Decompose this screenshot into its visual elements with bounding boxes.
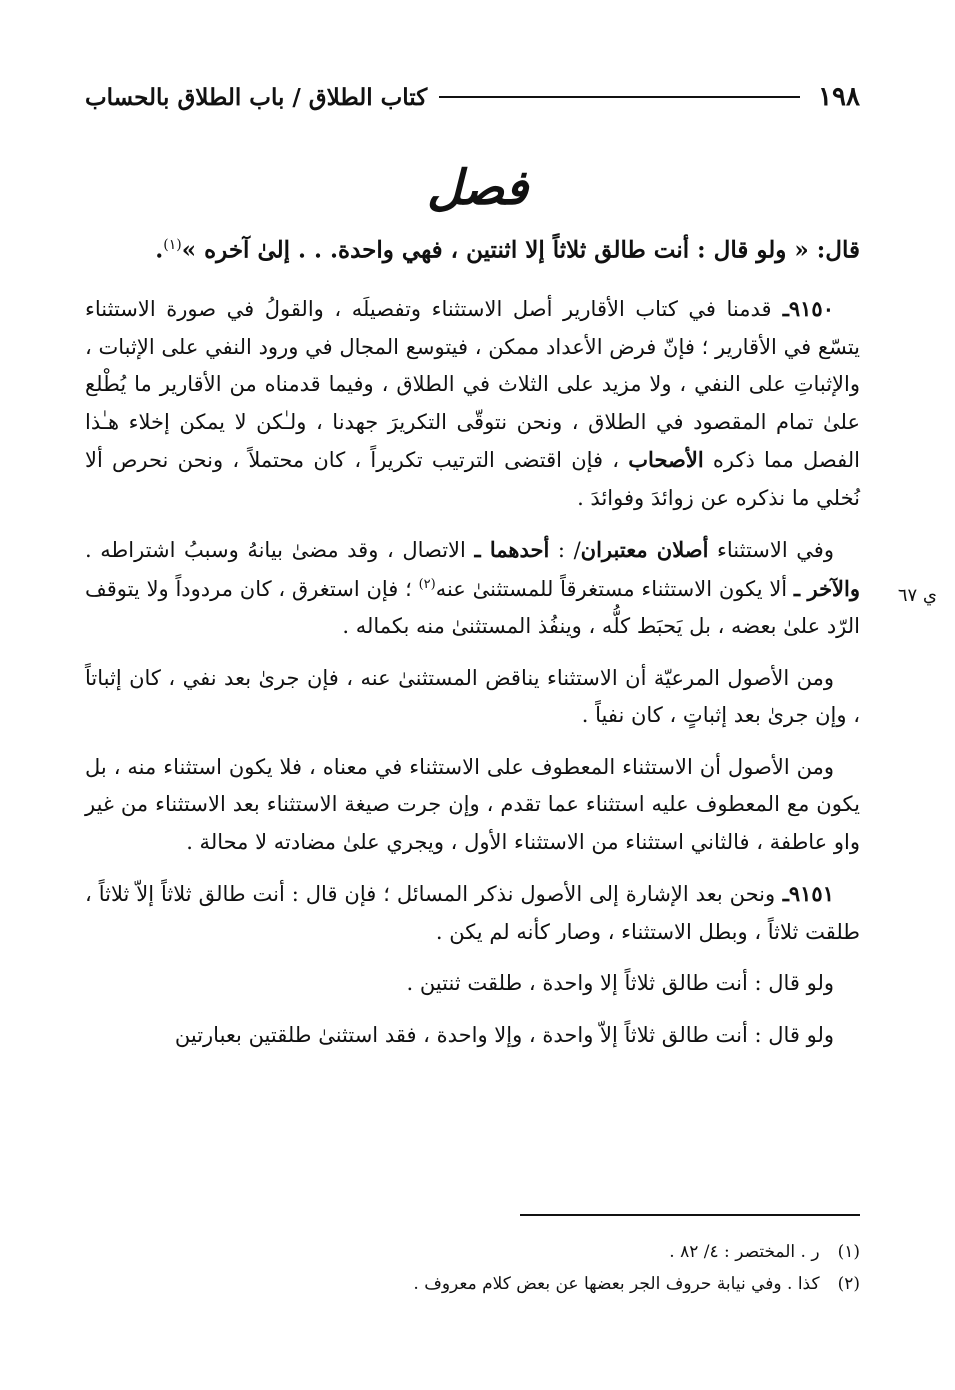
- running-title: كتاب الطلاق / باب الطلاق بالحساب: [85, 83, 428, 111]
- bold-term: أصلان معتبران: [580, 537, 709, 562]
- section-heading: فصل: [427, 160, 528, 216]
- paragraph-text: ونحن بعد الإشارة إلى الأصول نذكر المسائل ؛ فإن قال : أنت طالق ثلاثاً إلاّ ثلاثاً ، طلقت ثلاثاً ، وبطل الاستثناء ، وصار كأنه لم يكن .: [85, 882, 860, 944]
- footnote-rule: [520, 1214, 860, 1216]
- paragraph: [85, 531, 860, 646]
- paragraph-number: ٩١٥١ـ: [775, 881, 834, 906]
- paragraph: [85, 290, 860, 517]
- paragraph-text: ولو قال : أنت طالق ثلاثاً إلاّ واحدة ، وإلا واحدة ، فقد استثنىٰ طلقتين بعبارتين: [174, 1022, 834, 1047]
- footnote-number: (٢): [837, 1274, 860, 1294]
- paragraph: [85, 965, 860, 1003]
- footnote-ref: (٢): [418, 576, 436, 592]
- paragraph-text: ؛ فإن استغرق ، كان مردوداً ولا يتوقف الرّد علىٰ بعضه ، بل يَحبَط كلُّه ، وينفُذ المستثنىٰ منه بكماله .: [85, 576, 860, 638]
- paragraph-text: ولو قال : أنت طالق ثلاثاً إلا واحدة ، طلقت ثنتين .: [406, 971, 834, 995]
- intro-end: .: [155, 236, 164, 264]
- paragraph: [85, 1017, 860, 1055]
- paragraph-text: ، فإن اقتضى الترتيب تكريراً ، كان محتملاً ، ونحن نحرص ألا نُخلي ما نذكره عن زوائدَ وفوائدَ .: [85, 448, 860, 510]
- paragraph-text: / :: [549, 538, 581, 562]
- manuscript-margin-note: ي ٦٧: [897, 585, 937, 606]
- footnote-number: (١): [837, 1242, 860, 1262]
- paragraph-text: ومن الأصول أن الاستثناء المعطوف على الاستثناء في معناه ، فلا يكون استثناء منه ، بل يكون مع المعطوف عليه استثناء عما تقدم ، وإن جرت صيغة الاستثناء بعد الاستثناء من غير واو عاطفة ، فالثاني استثناء من الاستثناء الأول ، ويجري علىٰ مضادته لا محالة .: [85, 754, 860, 854]
- intro-text: قال: « ولو قال : أنت طالق ثلاثاً إلا اثنتين ، فهي واحدة. . . إلىٰ آخره »: [181, 236, 860, 264]
- paragraph: [85, 875, 860, 951]
- paragraph-text: ومن الأصول المرعيّة أن الاستثناء يناقض المستثنىٰ عنه ، فإن جرىٰ بعد نفي ، كان إثباتاً ، وإن جرىٰ بعد إثباتٍ ، كان نفياً .: [85, 665, 860, 727]
- page-header: [85, 80, 860, 114]
- paragraph-number: ٩١٥٠ـ: [771, 296, 834, 321]
- footnote-text: كذا . وفي نيابة حروف الجر بعضها عن بعض كلام معروف .: [413, 1274, 820, 1294]
- footnote: [85, 1268, 860, 1300]
- paragraph: [85, 749, 860, 862]
- paragraph-text: ألا يكون الاستثناء مستغرقاً للمستثنىٰ عنه: [435, 576, 794, 601]
- body-text: [85, 290, 860, 1068]
- bold-term: والآخر ـ: [793, 575, 861, 601]
- header-rule: [439, 96, 800, 98]
- paragraph-text: الاتصال ، وقد مضىٰ بيانهُ وسببُ اشتراطه .: [85, 538, 475, 562]
- intro-quote: [85, 228, 860, 268]
- footnote-ref: (١): [163, 237, 182, 253]
- paragraph-text: قدمنا في كتاب الأقارير أصل الاستثناء وتفصيلَه ، والقولُ في صورة الاستثناء يتسّع في الأقارير ؛ فإنّ فرض الأعداد ممكن ، فيتوسع المجال في ورود النفي على الإثبات ، والإثباتِ على النفي ، ولا مزيد على الثلاث في الطلاق ، وفيما قدمناه من الأقارير ما يُطْلع علىٰ تمام المقصود في الطلاق ، ونحن نتوقّى التكريرَ جهدنا ، ولـٰكن لا يمكن إخلاء هـٰذا الفصل مما ذكره: [85, 297, 860, 472]
- footnote: [85, 1236, 860, 1268]
- bold-term: الأصحاب: [628, 447, 704, 472]
- paragraph: [85, 660, 860, 735]
- footnote-text: ر . المختصر : ٤/ ٨٢ .: [669, 1242, 820, 1262]
- footnotes: [85, 1236, 860, 1300]
- paragraph-text: وفي الاستثناء: [708, 538, 834, 562]
- bold-term: أحدهما ـ: [474, 537, 550, 562]
- page-number: ١٩٨: [818, 82, 860, 112]
